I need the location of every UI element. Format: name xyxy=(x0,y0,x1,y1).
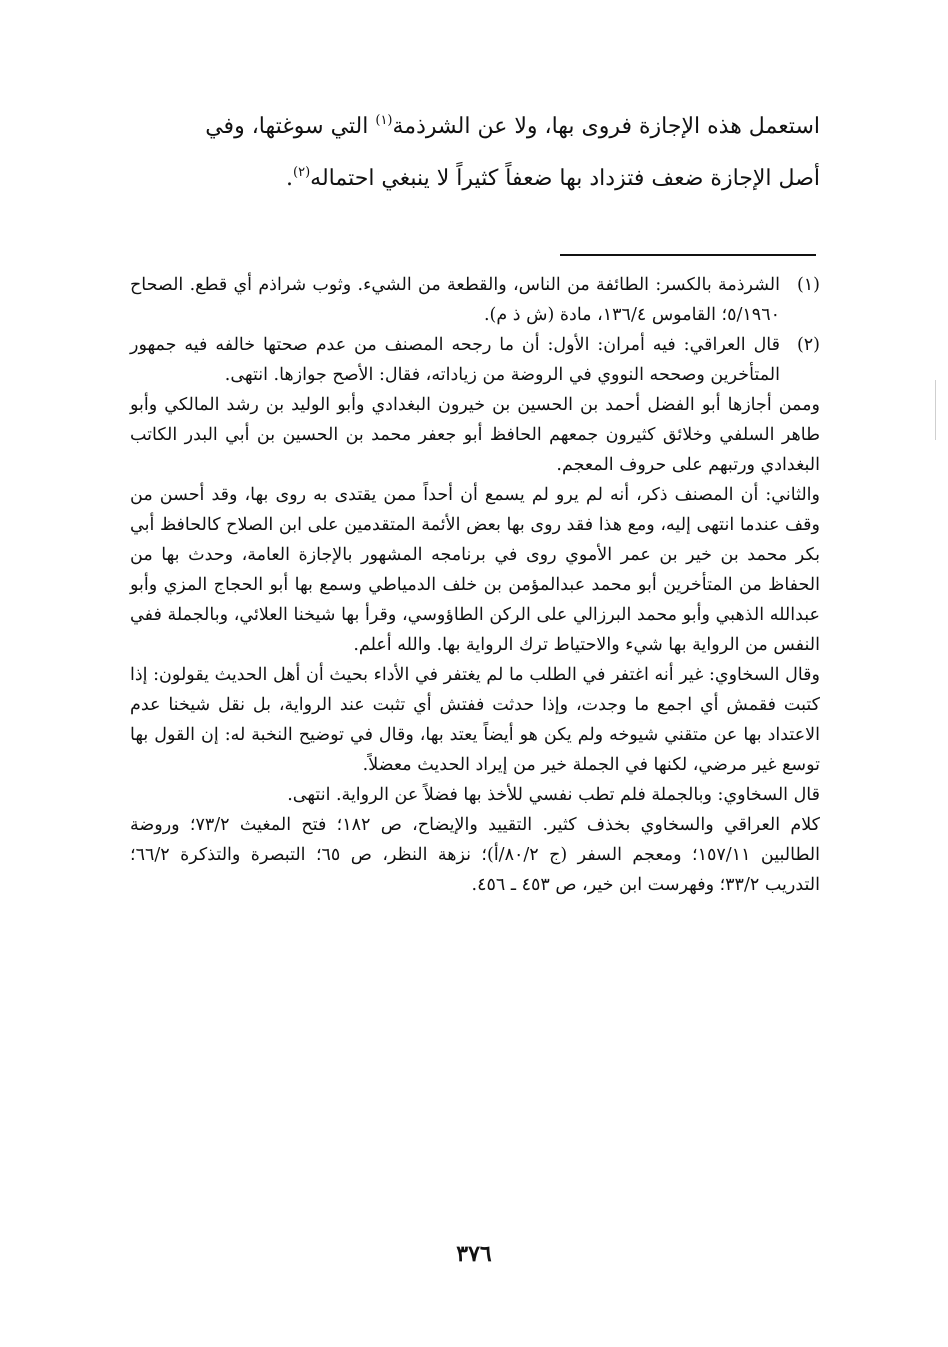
footnote-2-para-3: والثاني: أن المصنف ذكر، أنه لم يرو لم يسمع أن أحداً ممن يقتدى به روى بها، وقد أحسن من وقف عندما انتهى إليه، ومع هذا فقد روى بها بعض الأئمة المتقدمين على ابن الصلاح كالحافظ أبي بكر محمد بن خير بن عمر الأموي روى في برنامجه المشهور بالإجازة العامة، وحدث بها من الحفاظ من المتأخرين أبو محمد عبدالمؤمن بن خلف الدمياطي وسمع بها أبو الحجاج المزي وأبو عبدالله الذهبي وأبو محمد البرزالي على الركن الطاؤوسي، وقرأ بها شيخنا العلائي، وبالجملة ففي النفس من الرواية بها شيء والاحتياط ترك الرواية بها. والله أعلم. xyxy=(130,485,820,655)
footnote-2 xyxy=(130,330,820,900)
footnote-2-para-4: وقال السخاوي: غير أنه اغتفر في الطلب ما لم يغتفر في الأداء بحيث أن أهل الحديث يقولون: إذا كتبت فقمش أي اجمع ما وجدت، وإذا حدثت ففتش أي تثبت عند الرواية، بل نقل شيخنا عدم الاعتداد بها عن متقني شيوخه ولم يكن هو أيضاً يعتد بها، وقال في توضيح النخبة له: إن القول بها توسع غير مرضي، لكنها في الجملة خير من إيراد الحديث معضلاً. xyxy=(130,665,820,775)
footnote-2-para-5: قال السخاوي: وبالجملة فلم تطب نفسي للأخذ بها فضلاً عن الرواية. انتهى. xyxy=(287,785,820,805)
footnote-2-body xyxy=(130,330,820,900)
footnote-ref-2[interactable]: (٢) xyxy=(293,165,311,180)
footnote-separator xyxy=(560,254,816,256)
footnote-1-number: (١) xyxy=(796,275,820,295)
main-line-2 xyxy=(130,150,820,202)
footnote-2-para-1: قال العراقي: فيه أمران: الأول: أن ما رجحه المصنف من عدم صحتها خالفه فيه جمهور المتأخرين وصححه النووي في الروضة من زياداته، فقال: الأصح جوازها. انتهى. xyxy=(130,335,780,385)
main-line-1-end: التي سوغتها، وفي xyxy=(205,114,376,139)
footnote-2-para-2: وممن أجازها أبو الفضل أحمد بن الحسين بن خيرون البغدادي وأبو الوليد بن رشد المالكي وأبو طاهر السلفي وخلائق كثيرون جمعهم الحافظ أبو جعفر محمد بن الحسين بن أبي البدر الكاتب البغدادي ورتبهم على حروف المعجم. xyxy=(130,395,820,475)
main-line-1 xyxy=(130,98,820,150)
footnote-1-text: الشرذمة بالكسر: الطائفة من الناس، والقطعة من الشيء. وثوب شراذم أي قطع. الصحاح ٥/١٩٦٠؛ القاموس ١٣٦/٤، مادة (ش ذ م). xyxy=(130,275,780,325)
footnote-1-body xyxy=(130,270,780,330)
main-line-1-start: استعمل هذه الإجازة فروى بها، ولا عن الشرذمة xyxy=(392,114,820,139)
page-edge-line xyxy=(935,380,936,440)
footnote-1 xyxy=(130,270,820,330)
main-line-2-end: . xyxy=(286,166,294,191)
main-line-2-start: أصل الإجازة ضعف فتزداد بها ضعفاً كثيراً لا ينبغي احتماله xyxy=(310,166,820,191)
footnote-2-para-6: كلام العراقي والسخاوي بخذف كثير. التقييد والإيضاح، ص ١٨٢؛ فتح المغيث ٧٣/٢؛ وروضة الطالبين ١٥٧/١١؛ ومعجم السفر (ج ٨٠/٢/أ)؛ نزهة النظر، ص ٦٥؛ التبصرة والتذكرة ٦٦/٢؛ التدريب ٣٣/٢؛ وفهرست ابن خير، ص ٤٥٣ ـ ٤٥٦. xyxy=(130,815,820,895)
page-number: ٣٧٦ xyxy=(456,1241,492,1267)
footnotes xyxy=(130,270,820,900)
footnote-ref-1[interactable]: (١) xyxy=(375,113,393,128)
footnote-2-number: (٢) xyxy=(796,335,820,355)
main-text xyxy=(130,98,820,202)
